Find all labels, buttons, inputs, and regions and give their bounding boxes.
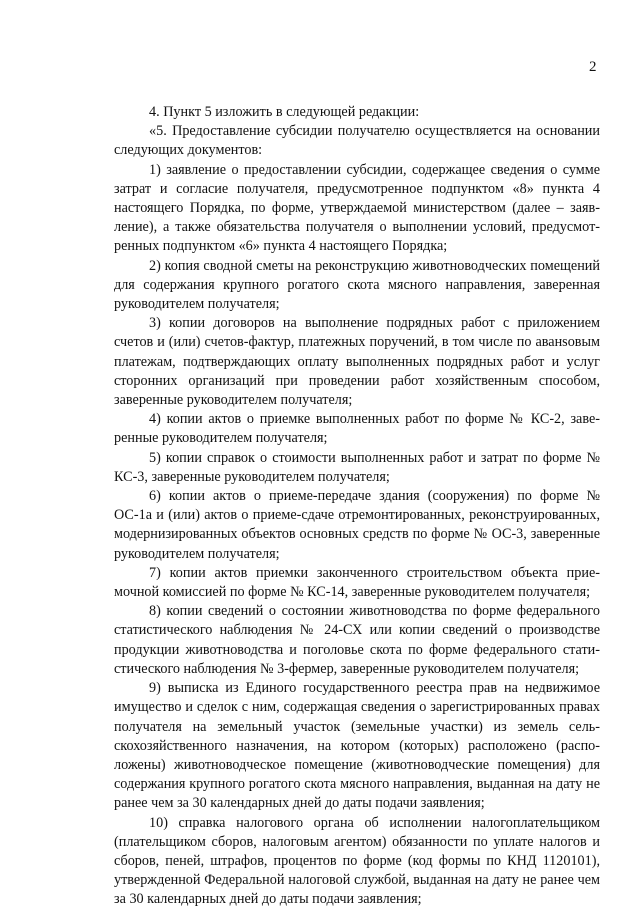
paragraph-list-item-2: 2) копия сводной сметы на реконструкцию животноводческих помещений для содержания крупного рогатого скота мясного направления, заверенная руководителем получателя; — [114, 257, 600, 313]
paragraph-item-4-heading: 4. Пункт 5 изложить в следующей редакции: — [149, 104, 420, 120]
paragraph-list-item-7: 7) копии актов приемки законченного строительством объекта приемочной комиссией по форме № КС-14, заверенные руководителем получателя; — [114, 564, 600, 601]
paragraph-list-item-8: 8) копии сведений о состоянии животноводства по форме федерального статистического наблюдения № 24-СХ или копии сведений о производстве продукции животноводства и поголовье скота по форме федерального статистического наблюдения № 3-фермер, заверенные руководителем получателя; — [114, 603, 600, 677]
paragraph-list-item-1: 1) заявление о предоставлении субсидии, содержащее сведения о сумме затрат и согласие получателя, предусмотренное подпунктом «8» пункта 4 настоящего Порядка, по форме, утверждаемой министерством (далее – заявление), а также обязательства получателя о выполнении условий, предусмотренных подпунктом «6» пункта 4 настоящего Порядка; — [114, 161, 600, 255]
paragraph-list-item-5: 5) копии справок о стоимости выполненных работ и затрат по форме № КС-3, заверенные руководителем получателя; — [114, 449, 600, 485]
paragraph-list-item-3: 3) копии договоров на выполнение подрядных работ с приложением счетов и (или) счетов-фактур, платежных поручений, в том числе по аванsoвым платежам, подтверждающих оплату выполненных подрядных работ и услуг сторонних организаций при проведении работ хозяйственным способом, заверенные руководителем получателя; — [114, 315, 600, 409]
page-number: 2 — [589, 59, 597, 75]
paragraph-list-item-9: 9) выписка из Единого государственного реестра прав на недвижимое имущество и сделок с ним, содержащая сведения о зарегистрированных правах получателя на земельный участок (земельные участки) из земель сельскохозяйственного назначения, на котором (которых) расположено (расположены) животноводческое помещение (животноводческие помещения) для содержания крупного рогатого скота мясного направления, выданная на дату не ранее чем за 30 календарных дней до даты подачи заявления; — [114, 680, 600, 812]
document-body — [114, 103, 600, 910]
paragraph-list-item-10: 10) справка налогового органа об исполнении налогоплательщиком (плательщиком сборов, налоговым агентом) обязанности по уплате налогов и сборов, пеней, штрафов, процентов по форме (код формы по КНД 1120101), утвержденной Федеральной налоговой службой, выданная на дату не ранее чем за 30 календарных дней до даты подачи заявления; — [114, 814, 600, 908]
paragraph-point-5-intro: «5. Предоставление субсидии получателю осуществляется на основании следующих документов: — [114, 123, 600, 159]
paragraph-list-item-6: 6) копии актов о приеме-передаче здания (сооружения) по форме № ОС-1а и (или) актов о приеме-сдаче отремонтированных, реконструированных, модернизированных объектов основных средств по форме № ОС-3, заверенные руководителем получателя; — [114, 488, 600, 562]
paragraph-list-item-4: 4) копии актов о приемке выполненных работ по форме № КС-2, заверенные руководителем получателя; — [114, 411, 600, 447]
